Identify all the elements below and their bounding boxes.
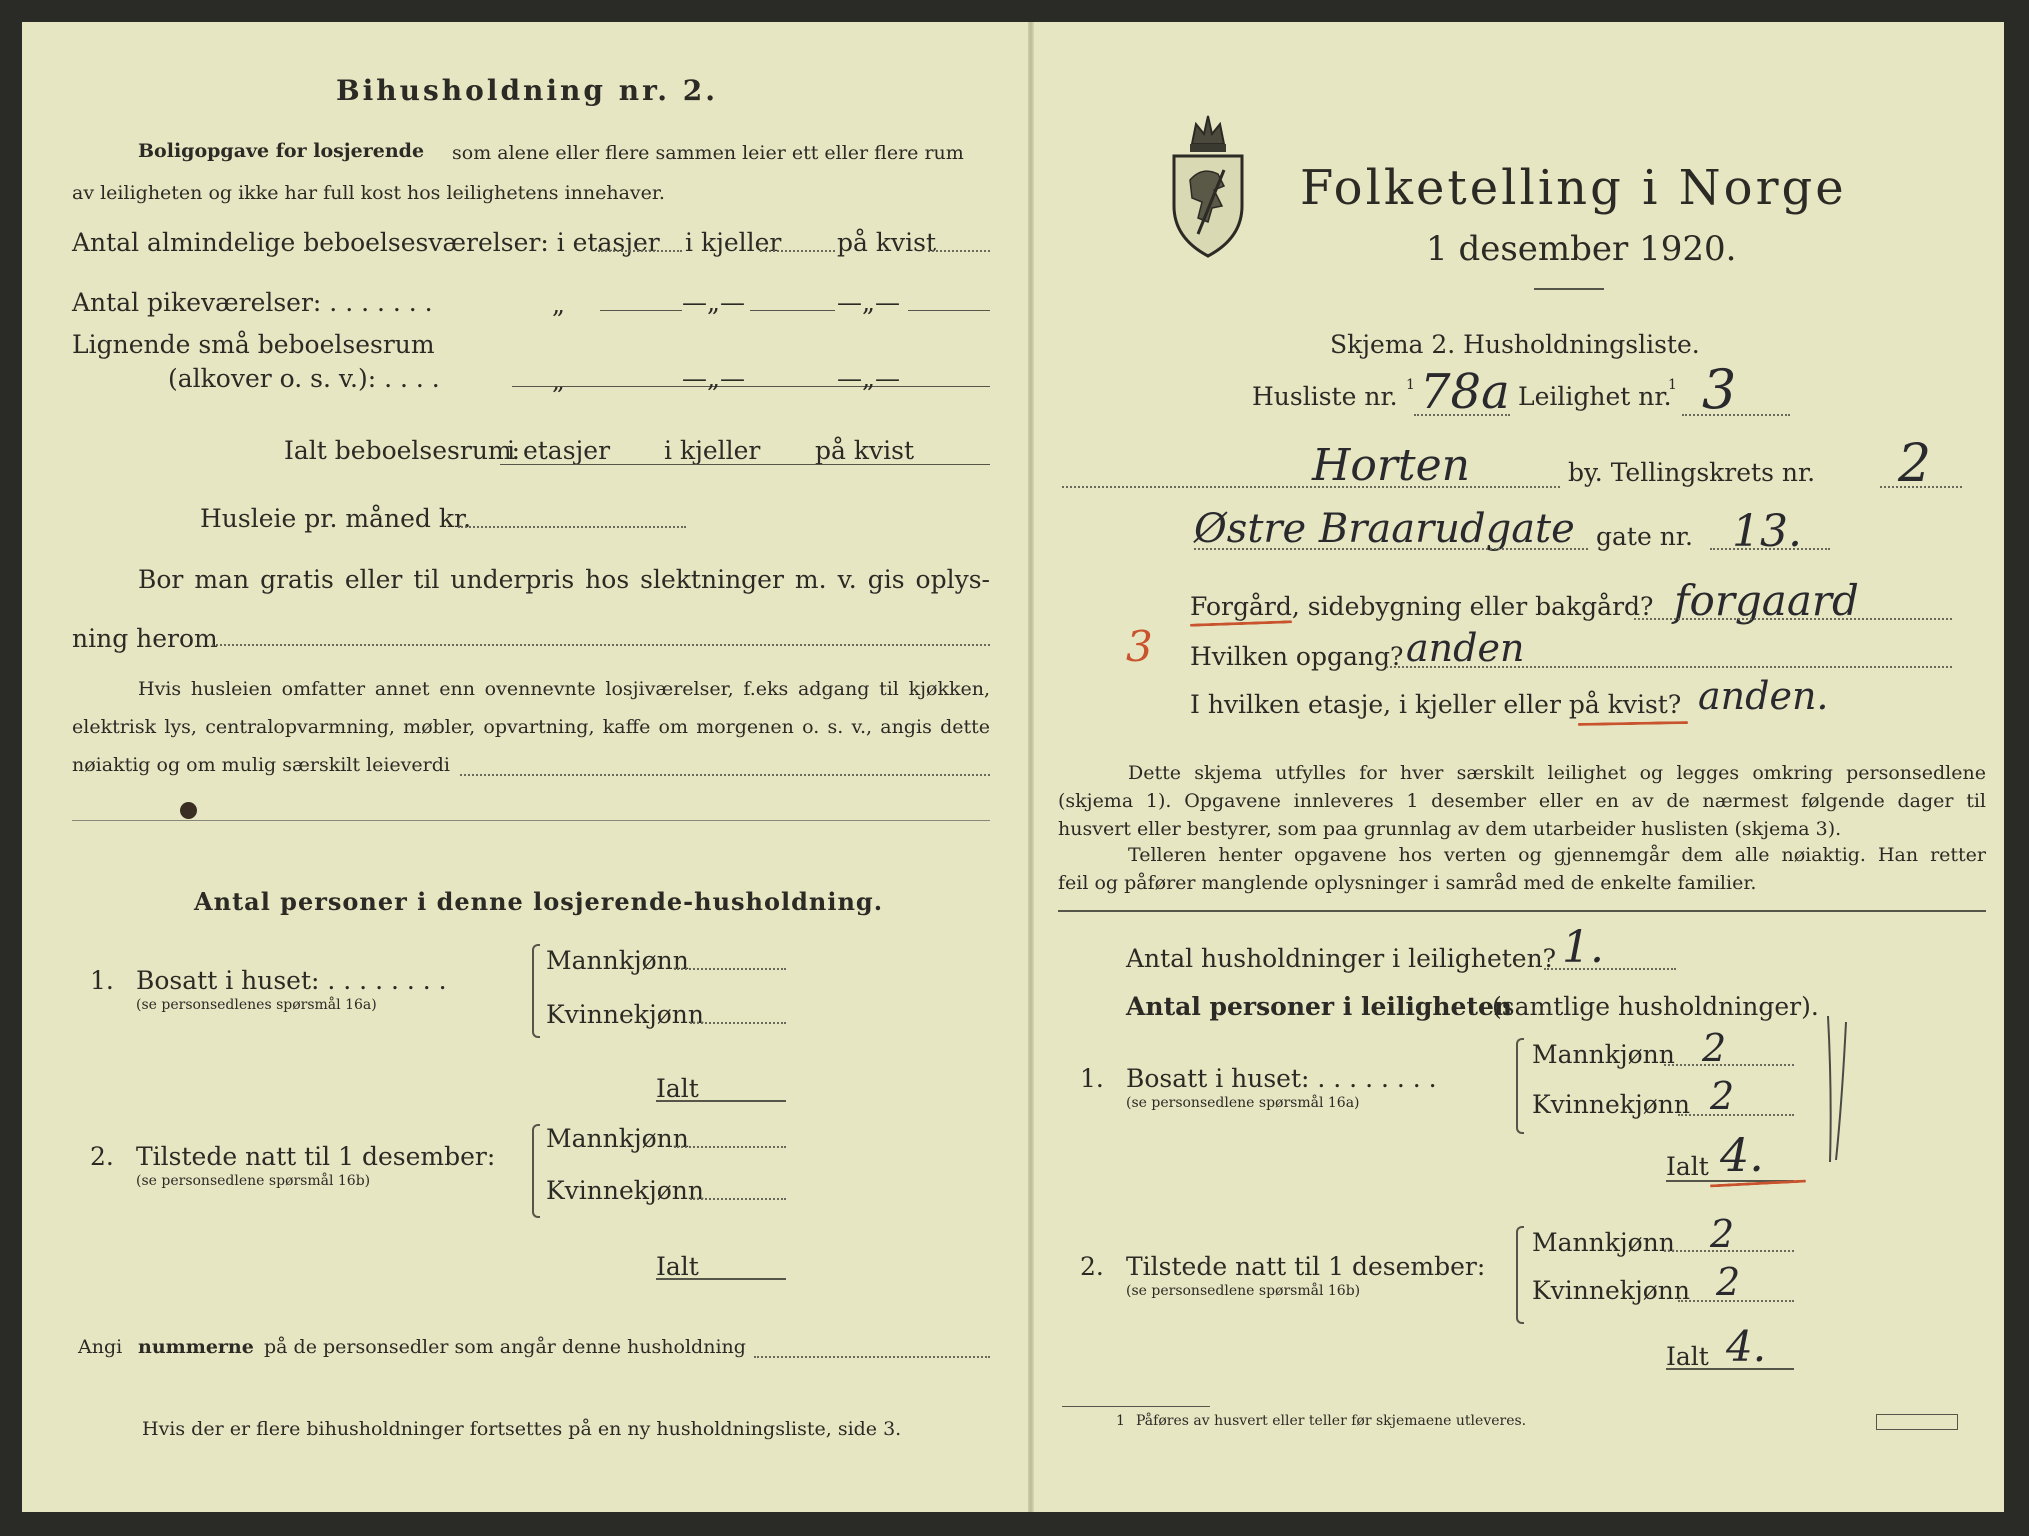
- r-q1-label: Bosatt i huset: . . . . . . . .: [1126, 1064, 1437, 1093]
- etasje-value: anden.: [1698, 674, 1829, 718]
- bor-line2: ning herom: [72, 624, 218, 653]
- angi-rest: på de personsedler som angår denne husholdning: [264, 1336, 746, 1358]
- angi-bold: nummerne: [138, 1336, 254, 1358]
- ialt-etasjer-label: i etasjer: [507, 436, 611, 465]
- pers-rest: (samtlige husholdninger).: [1492, 992, 1819, 1021]
- hush-value: 1.: [1562, 922, 1604, 973]
- l-q1-label: Bosatt i huset: . . . . . . . .: [136, 966, 447, 995]
- r-q2-ialt-label: Ialt: [1666, 1342, 1709, 1371]
- pencil-check-mark: [1822, 1012, 1852, 1172]
- margin-mark: 3: [1126, 622, 1153, 671]
- r-q2-kvinne-value: 2: [1716, 1260, 1741, 1304]
- left-footer: Hvis der er flere bihusholdninger fortsettes på en ny husholdningsliste, side 3.: [142, 1418, 902, 1440]
- angi-pre: Angi: [78, 1336, 123, 1358]
- alkover-ditto-1: „: [552, 366, 565, 395]
- r-q2-sub: (se personsedlene spørsmål 16b): [1126, 1283, 1361, 1299]
- l-q1-ialt-label: Ialt: [656, 1074, 699, 1103]
- l-q2-ialt-label: Ialt: [656, 1252, 699, 1281]
- r-q1-kvinne-value: 2: [1710, 1074, 1735, 1118]
- intro-line2: av leiligheten og ikke har full kost hos leilighetens innehaver.: [72, 182, 665, 204]
- alkover-ditto-3: —„—: [837, 364, 900, 393]
- r-q1-mann-label: Mannkjønn: [1532, 1040, 1675, 1069]
- r-q1-kvinne-label: Kvinnekjønn: [1532, 1090, 1690, 1119]
- pers-bold: Antal personer i leiligheten: [1126, 992, 1513, 1021]
- r-q2-mann-label: Mannkjønn: [1532, 1228, 1675, 1257]
- by-label: by. Tellingskrets nr.: [1568, 458, 1816, 487]
- r-q2-label: Tilstede natt til 1 desember:: [1126, 1252, 1486, 1281]
- by-value: Horten: [1312, 440, 1470, 491]
- r-q1-sub: (se personsedlene spørsmål 16a): [1126, 1095, 1360, 1111]
- hvis-line3: nøiaktig og om mulig særskilt leieverdi: [72, 754, 450, 776]
- left-title: Bihusholdning nr. 2.: [336, 74, 718, 107]
- page-fold: [1028, 22, 1034, 1512]
- opgang-label: Hvilken opgang?: [1190, 642, 1404, 671]
- intro-rest: som alene eller flere sammen leier ett eller flere rum: [452, 142, 964, 164]
- r-q1-ialt-label: Ialt: [1666, 1152, 1709, 1181]
- l-q2-num: 2.: [90, 1142, 114, 1171]
- gate-nr-value: 13.: [1732, 506, 1802, 557]
- l-q2-sub: (se personsedlene spørsmål 16b): [136, 1173, 371, 1189]
- r-q1-mann-value: 2: [1702, 1026, 1727, 1070]
- census-form-sheet: [22, 22, 2004, 1512]
- gate-value: Østre Braarudgate: [1194, 506, 1575, 552]
- forgard-label: Forgård, sidebygning eller bakgård?: [1190, 592, 1654, 621]
- instr-line5: feil og påfører manglende oplysninger i samråd med de enkelte familier.: [1058, 872, 1757, 894]
- leilighet-sup: 1: [1668, 377, 1677, 393]
- rooms-label: Antal almindelige beboelsesværelser: i etasjer: [72, 228, 660, 257]
- ialt-kvist-label: på kvist: [815, 436, 914, 465]
- husleie-label: Husleie pr. måned kr.: [200, 504, 472, 533]
- printer-stamp: [1876, 1414, 1958, 1430]
- l-q1-mann-label: Mannkjønn: [546, 946, 689, 975]
- ialt-kjeller-label: i kjeller: [664, 436, 761, 465]
- leilighet-value: 3: [1702, 358, 1737, 421]
- pike-ditto-3: —„—: [837, 288, 900, 317]
- ink-blot: [180, 802, 197, 819]
- r-q2-ialt-value: 4.: [1726, 1322, 1767, 1371]
- rooms-kjeller-label: i kjeller: [685, 228, 782, 257]
- alkover-label: (alkover o. s. v.): . . . .: [168, 364, 440, 393]
- instr-line1: Dette skjema utfylles for hver særskilt leilighet og legges omkring personsedlene: [1128, 762, 1986, 784]
- leilighet-label: Leilighet nr.: [1518, 382, 1672, 411]
- opgang-value: anden: [1406, 626, 1525, 670]
- l-q2-kvinne-label: Kvinnekjønn: [546, 1176, 704, 1205]
- l-q2-mann-label: Mannkjønn: [546, 1124, 689, 1153]
- skjema-label: Skjema 2. Husholdningsliste.: [1330, 330, 1700, 359]
- husliste-value: 78a: [1420, 364, 1510, 420]
- r-q2-num: 2.: [1080, 1252, 1104, 1281]
- r-q2-mann-value: 2: [1710, 1212, 1735, 1256]
- l-q2-label: Tilstede natt til 1 desember:: [136, 1142, 496, 1171]
- footnote-sup: 1: [1116, 1413, 1125, 1429]
- hvis-line2: elektrisk lys, centralopvarmning, møbler, opvartning, kaffe om morgenen o. s. v., angis dette: [72, 716, 990, 738]
- r-q1-ialt-value: 4.: [1720, 1128, 1764, 1182]
- census-date: 1 desember 1920.: [1426, 229, 1737, 269]
- husliste-sup: 1: [1406, 377, 1415, 393]
- krets-value: 2: [1898, 434, 1932, 494]
- pike-label: Antal pikeværelser: . . . . . . .: [72, 288, 433, 317]
- bor-line1: Bor man gratis eller til underpris hos slektninger m. v. gis oplys-: [138, 565, 990, 594]
- lignende-label: Lignende små beboelsesrum: [72, 330, 435, 359]
- pike-ditto-1: „: [552, 290, 565, 319]
- l-q1-kvinne-label: Kvinnekjønn: [546, 1000, 704, 1029]
- ialt-rum-label: Ialt beboelsesrum:: [284, 436, 521, 465]
- antal-heading: Antal personer i denne losjerende-husholdning.: [194, 887, 884, 916]
- instr-line2: (skjema 1). Opgavene innleveres 1 desember eller en av de nærmest følgende dager til: [1058, 790, 1986, 812]
- footnote: Påføres av husvert eller teller før skjemaene utleveres.: [1136, 1413, 1527, 1429]
- hvis-line1: Hvis husleien omfatter annet enn ovennevnte losjiværelser, f.eks adgang til kjøkken,: [138, 678, 990, 700]
- r-q2-kvinne-label: Kvinnekjønn: [1532, 1276, 1690, 1305]
- etasje-label: I hvilken etasje, i kjeller eller på kvist?: [1190, 690, 1682, 719]
- intro-bold: Boligopgave for losjerende: [138, 140, 425, 162]
- gate-label: gate nr.: [1596, 522, 1693, 551]
- hush-label: Antal husholdninger i leiligheten?: [1126, 944, 1557, 973]
- alkover-ditto-2: —„—: [682, 364, 745, 393]
- coat-of-arms-icon: [1168, 110, 1248, 260]
- instr-line4: Telleren henter opgavene hos verten og gjennemgår dem alle nøiaktig. Han retter: [1128, 844, 1986, 866]
- right-title: Folketelling i Norge: [1300, 160, 1847, 216]
- l-q1-num: 1.: [90, 966, 114, 995]
- l-q1-sub: (se personsedlenes spørsmål 16a): [136, 997, 377, 1013]
- pike-ditto-2: —„—: [682, 288, 745, 317]
- forgard-value: forgaard: [1674, 576, 1859, 625]
- rooms-kvist-label: på kvist: [837, 228, 936, 257]
- r-q1-num: 1.: [1080, 1064, 1104, 1093]
- instr-line3: husvert eller bestyrer, som paa grunnlag av dem utarbeider huslisten (skjema 3).: [1058, 818, 1842, 840]
- husliste-label: Husliste nr.: [1252, 382, 1398, 411]
